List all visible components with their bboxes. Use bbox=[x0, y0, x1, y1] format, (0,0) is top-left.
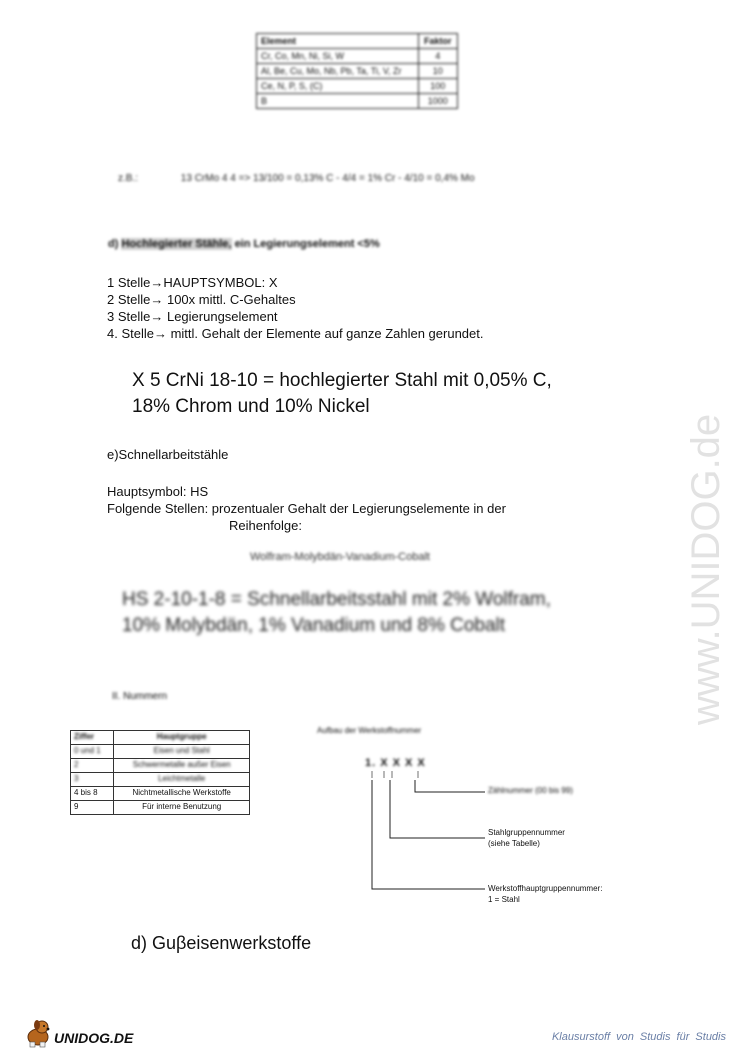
table-row bbox=[71, 773, 250, 787]
example-line bbox=[118, 173, 515, 184]
table-cell: 0 und 1 bbox=[71, 745, 114, 759]
example-text: 13 CrMo 4 4 => 13/100 = 0,13% C - 4/4 = 1% Cr - 4/10 = 0,4% Mo bbox=[180, 173, 475, 184]
section-guss-title: d) Guβeisenwerkstoffe bbox=[131, 933, 312, 953]
section-d-rest: ein Legierungselement <5% bbox=[234, 238, 380, 250]
diagram-code: 1. X X X X bbox=[365, 757, 426, 769]
example-line: 18% Chrom und 10% Nickel bbox=[132, 396, 370, 417]
diagram-label-steelgroup bbox=[488, 827, 565, 849]
diagram-label-line: Stahlgruppennummer bbox=[488, 828, 565, 837]
body-line: Hauptsymbol: HS bbox=[107, 484, 209, 499]
table-cell: Für interne Benutzung bbox=[114, 801, 250, 815]
rule-line: 2 Stelle→ 100x mittl. C-Gehaltes bbox=[107, 292, 296, 307]
table-cell: 10 bbox=[418, 64, 457, 79]
rule-line: 4. Stelle→ mittl. Gehalt der Elemente auf ganze Zahlen gerundet. bbox=[107, 326, 484, 341]
table-header-row bbox=[71, 731, 250, 745]
table-cell: B bbox=[257, 94, 419, 109]
unidog-logo bbox=[22, 1016, 152, 1055]
watermark-text: www.UNIDOG.de bbox=[684, 413, 728, 725]
table-cell: Al, Be, Cu, Mo, Nb, Pb, Ta, Ti, V, Zr bbox=[257, 64, 419, 79]
element-sequence: Wolfram-Molybdän-Vanadium-Cobalt bbox=[250, 551, 430, 563]
table-cell: Ce, N, P, S, (C) bbox=[257, 79, 419, 94]
table-cell: Nichtmetallische Werkstoffe bbox=[114, 787, 250, 801]
section-d-highlight: Hochlegierter Stähle, bbox=[121, 238, 232, 250]
example-line: 10% Molybdän, 1% Vanadium und 8% Cobalt bbox=[122, 615, 506, 636]
example-label: z.B.: bbox=[118, 173, 139, 184]
section-ii-title: II. Nummern bbox=[112, 691, 168, 702]
table-cell: Cr, Co, Mn, Ni, Si, W bbox=[257, 49, 419, 64]
rule-line: 1 Stelle→HAUPTSYMBOL: X bbox=[107, 275, 278, 290]
diagram-label-maingroup bbox=[488, 883, 602, 905]
table-header-cell: Hauptgruppe bbox=[114, 731, 250, 745]
table-row bbox=[257, 64, 458, 79]
table-cell: 4 bis 8 bbox=[71, 787, 114, 801]
section-d-prefix: d) bbox=[108, 238, 119, 250]
diagram-label-line: Werkstoffhauptgruppennummer: bbox=[488, 884, 603, 893]
table-row bbox=[257, 49, 458, 64]
table-row bbox=[71, 787, 250, 801]
table-cell: 9 bbox=[71, 801, 114, 815]
groups-table bbox=[70, 730, 250, 815]
rule-line: 3 Stelle→ Legierungselement bbox=[107, 309, 278, 324]
section-d-example bbox=[132, 368, 552, 420]
table-row bbox=[71, 759, 250, 773]
table-cell: 100 bbox=[418, 79, 457, 94]
section-e-title: e)Schnellarbeitstähle bbox=[107, 447, 229, 462]
watermark bbox=[675, 280, 735, 730]
example-line: HS 2-10-1-8 = Schnellarbeitsstahl mit 2% Wolfram, bbox=[122, 589, 551, 610]
table-cell: Schwermetalle außer Eisen bbox=[114, 759, 250, 773]
table-row bbox=[71, 801, 250, 815]
section-e-body bbox=[107, 483, 506, 534]
factor-table bbox=[256, 33, 458, 109]
table-cell: 4 bbox=[418, 49, 457, 64]
diagram-label-count: Zählnummer (00 bis 99) bbox=[488, 786, 573, 795]
table-header-cell: Faktor bbox=[418, 34, 457, 49]
table-header-cell: Ziffer bbox=[71, 731, 114, 745]
table-cell: 3 bbox=[71, 773, 114, 787]
section-e-example bbox=[122, 587, 551, 639]
table-cell: Eisen und Stahl bbox=[114, 745, 250, 759]
diagram-label-line: (siehe Tabelle) bbox=[488, 839, 540, 848]
table-cell: 2 bbox=[71, 759, 114, 773]
table-header-row bbox=[257, 34, 458, 49]
diagram-connector-lines bbox=[360, 768, 500, 898]
dog-logo-icon bbox=[22, 1016, 152, 1050]
section-d-heading bbox=[108, 238, 380, 250]
example-line: X 5 CrNi 18-10 = hochlegierter Stahl mit 0,05% C, bbox=[132, 370, 552, 391]
diagram-label-line: 1 = Stahl bbox=[488, 895, 520, 904]
table-cell: 1000 bbox=[418, 94, 457, 109]
table-header-cell: Element bbox=[257, 34, 419, 49]
table-row bbox=[71, 745, 250, 759]
body-line: Reihenfolge: bbox=[229, 518, 302, 533]
table-row bbox=[257, 79, 458, 94]
table-cell: Leichtmetalle bbox=[114, 773, 250, 787]
section-d-rules bbox=[107, 274, 484, 342]
diagram-title: Aufbau der Werkstoffnummer bbox=[317, 726, 422, 735]
logo-text: UNIDOG.DE bbox=[54, 1030, 134, 1046]
footer-tagline: Klausurstoff von Studis für Studis bbox=[551, 1031, 726, 1043]
body-line: Folgende Stellen: prozentualer Gehalt der Legierungselemente in der bbox=[107, 501, 506, 516]
table-row bbox=[257, 94, 458, 109]
